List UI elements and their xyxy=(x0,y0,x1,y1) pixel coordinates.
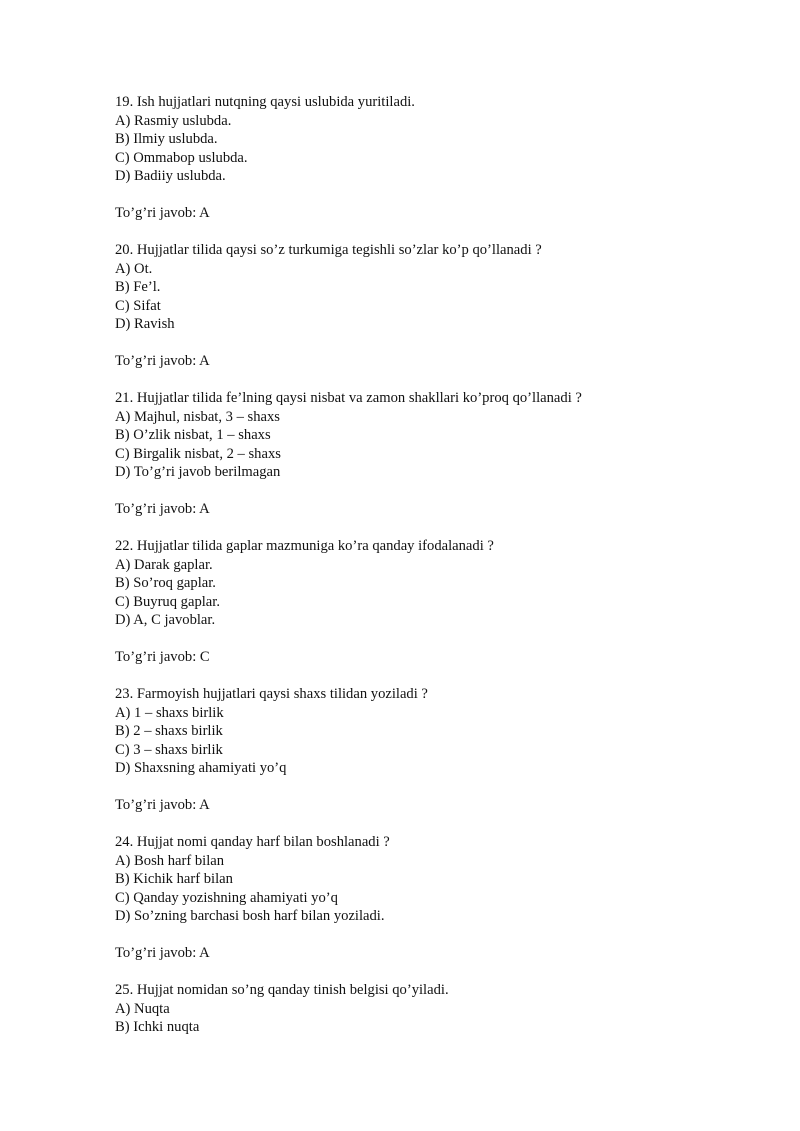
document-page xyxy=(115,93,755,1037)
spacer xyxy=(115,815,755,834)
answer-option: D) So’zning barchasi bosh harf bilan yoziladi. xyxy=(115,908,385,924)
answer-option: A) Darak gaplar. xyxy=(115,556,213,573)
answer-option: C) Birgalik nisbat, 2 – shaxs xyxy=(115,445,281,462)
correct-answer: To’g’ri javob: A xyxy=(115,205,210,221)
spacer xyxy=(115,519,755,538)
answer-option: A) Majhul, nisbat, 3 – shaxs xyxy=(115,408,280,425)
answer-option: B) So’roq gaplar. xyxy=(115,575,216,591)
answer-option: D) To’g’ri javob berilmagan xyxy=(115,464,281,480)
answer-option: C) Sifat xyxy=(115,297,161,314)
spacer xyxy=(115,963,755,982)
spacer xyxy=(115,371,755,390)
correct-answer: To’g’ri javob: A xyxy=(115,501,210,517)
spacer xyxy=(115,778,755,797)
spacer xyxy=(115,334,755,353)
question-block-19 xyxy=(115,93,755,241)
answer-option: B) O’zlik nisbat, 1 – shaxs xyxy=(115,427,271,443)
answer-option: B) Ichki nuqta xyxy=(115,1019,200,1035)
answer-option: D) Badiiy uslubda. xyxy=(115,168,226,184)
answer-option: B) Kichik harf bilan xyxy=(115,871,233,887)
answer-option: C) Qanday yozishning ahamiyati yo’q xyxy=(115,889,338,906)
question-block-24 xyxy=(115,833,755,981)
answer-option: C) 3 – shaxs birlik xyxy=(115,741,223,758)
answer-option: B) 2 – shaxs birlik xyxy=(115,723,223,739)
question-text: 22. Hujjatlar tilida gaplar mazmuniga ko’ra qanday ifodalanadi ? xyxy=(115,538,494,554)
spacer xyxy=(115,223,755,242)
spacer xyxy=(115,926,755,945)
question-block-23 xyxy=(115,685,755,833)
correct-answer: To’g’ri javob: A xyxy=(115,797,210,813)
question-text: 19. Ish hujjatlari nutqning qaysi uslubida yuritiladi. xyxy=(115,94,415,110)
answer-option: B) Ilmiy uslubda. xyxy=(115,131,218,147)
question-block-25 xyxy=(115,981,755,1037)
question-block-21 xyxy=(115,389,755,537)
answer-option: A) Nuqta xyxy=(115,1000,170,1017)
answer-option: A) 1 – shaxs birlik xyxy=(115,704,224,721)
answer-option: D) A, C javoblar. xyxy=(115,612,216,628)
answer-option: C) Buyruq gaplar. xyxy=(115,593,220,610)
correct-answer: To’g’ri javob: A xyxy=(115,353,210,369)
question-text: 25. Hujjat nomidan so’ng qanday tinish belgisi qo’yiladi. xyxy=(115,982,449,998)
answer-option: A) Rasmiy uslubda. xyxy=(115,112,232,129)
spacer xyxy=(115,630,755,649)
answer-option: A) Bosh harf bilan xyxy=(115,852,225,869)
question-text: 24. Hujjat nomi qanday harf bilan boshlanadi ? xyxy=(115,834,390,850)
spacer xyxy=(115,186,755,205)
answer-option: B) Fe’l. xyxy=(115,279,161,295)
correct-answer: To’g’ri javob: A xyxy=(115,945,210,961)
spacer xyxy=(115,667,755,686)
answer-option: D) Ravish xyxy=(115,316,175,332)
question-text: 23. Farmoyish hujjatlari qaysi shaxs tilidan yoziladi ? xyxy=(115,686,428,702)
question-block-22 xyxy=(115,537,755,685)
question-text: 21. Hujjatlar tilida fe’lning qaysi nisbat va zamon shakllari ko’proq qo’llanadi ? xyxy=(115,390,582,406)
answer-option: D) Shaxsning ahamiyati yo’q xyxy=(115,760,287,776)
answer-option: A) Ot. xyxy=(115,260,153,277)
spacer xyxy=(115,482,755,501)
answer-option: C) Ommabop uslubda. xyxy=(115,149,248,166)
question-text: 20. Hujjatlar tilida qaysi so’z turkumiga tegishli so’zlar ko’p qo’llanadi ? xyxy=(115,242,542,258)
question-block-20 xyxy=(115,241,755,389)
correct-answer: To’g’ri javob: C xyxy=(115,649,210,665)
